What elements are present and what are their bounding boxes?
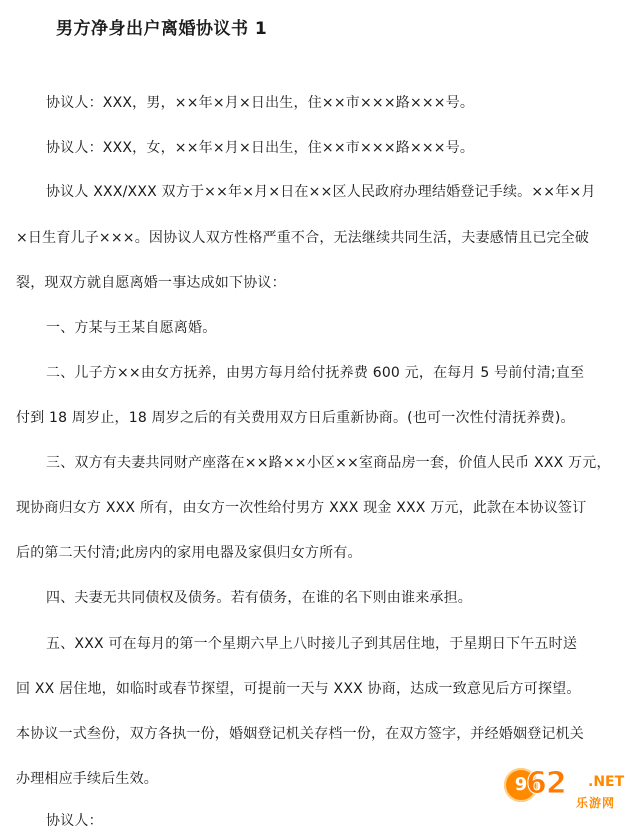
site-watermark-logo (504, 766, 632, 812)
clause-4: 四、夫妻无共同债权及债务。若有债务，在谁的名下则由谁来承担。 (46, 590, 472, 606)
closing-line: 本协议一式叁份，双方各执一份，婚姻登记机关存档一份，在双方签字，并经婚姻登记机关 (16, 726, 584, 742)
clause-2-line: 付到 18 周岁止，18 周岁之后的有关费用双方日后重新协商。(也可一次性付清抚养费)。 (16, 410, 575, 426)
clause-3-line: 后的第二天付清;此房内的家用电器及家俱归女方所有。 (16, 545, 362, 561)
paragraph-line: ×日生育儿子×××。因协议人双方性格严重不合，无法继续共同生活，夫妻感情且已完全破 (16, 230, 590, 246)
clause-5-line: 回 XX 居住地，如临时或春节探望，可提前一天与 XXX 协商，达成一致意见后方可探望。 (16, 681, 581, 697)
signature-label: 协议人： (46, 813, 103, 829)
watermark-net: .NET (588, 774, 625, 790)
closing-line: 办理相应手续后生效。 (16, 771, 158, 787)
watermark-badge-icon: 9 (504, 768, 538, 802)
clause-5-line: 五、XXX 可在每月的第一个星期六早上八时接儿子到其居住地，于星期日下午五时送 (46, 636, 578, 652)
watermark-number: 62 (526, 766, 566, 801)
party-line-1: 协议人：XXX，男，××年×月×日出生，住××市×××路×××号。 (46, 95, 475, 111)
clause-1: 一、方某与王某自愿离婚。 (46, 320, 217, 336)
watermark-site-name: 乐游网 (576, 796, 616, 810)
clause-3-line: 三、双方有夫妻共同财产座落在××路××小区××室商品房一套，价值人民币 XXX 万元， (46, 455, 611, 471)
paragraph-line: 协议人 XXX/XXX 双方于××年×月×日在××区人民政府办理结婚登记手续。××年×月 (46, 184, 596, 200)
party-line-2: 协议人：XXX，女，××年×月×日出生，住××市×××路×××号。 (46, 140, 475, 156)
clause-3-line: 现协商归女方 XXX 所有，由女方一次性给付男方 XXX 现金 XXX 万元，此款在本协议签订 (16, 500, 587, 516)
clause-2-line: 二、儿子方××由女方抚养，由男方每月给付抚养费 600 元，在每月 5 号前付清;直至 (46, 365, 585, 381)
paragraph-line: 裂，现双方就自愿离婚一事达成如下协议： (16, 275, 286, 291)
document-title: 男方净身出户离婚协议书 1 (56, 19, 268, 39)
